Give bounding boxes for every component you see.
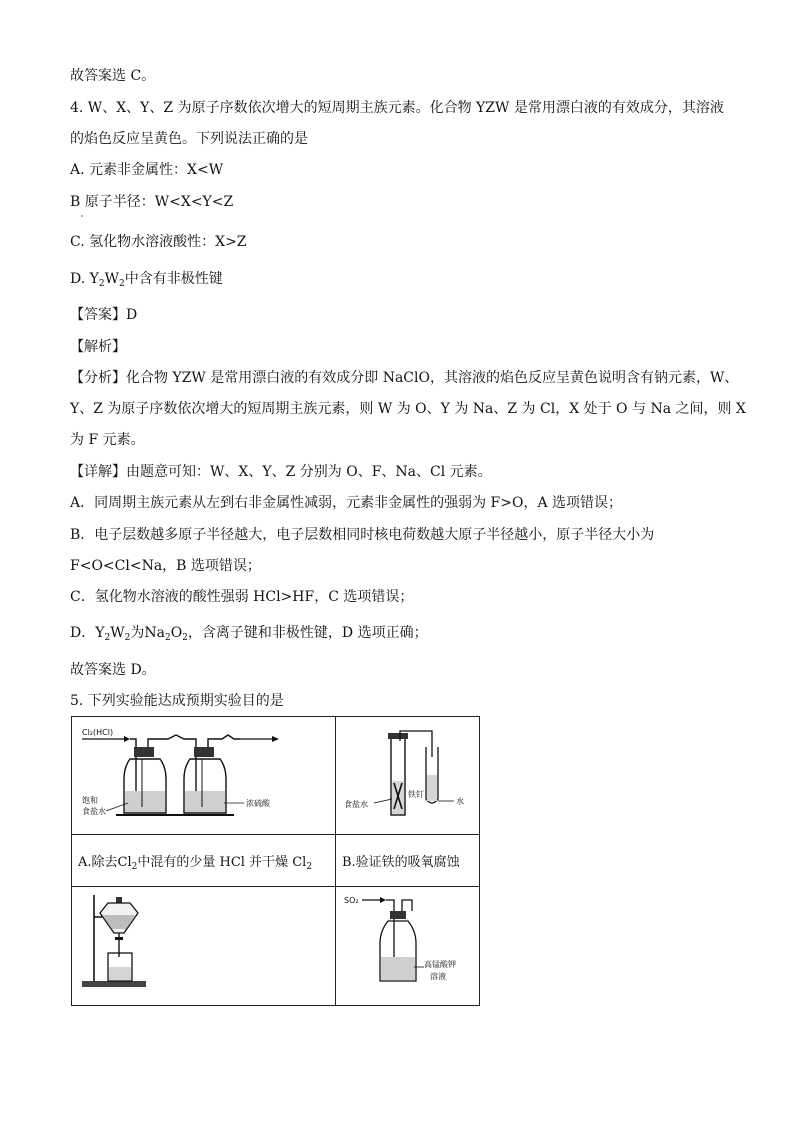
figure-d-label-solution: 溶液 xyxy=(430,972,446,981)
figure-c-separating-funnel xyxy=(72,887,334,1001)
option-d-suffix: 中含有非极性键 xyxy=(124,271,223,287)
figure-a-cell xyxy=(72,717,336,835)
figure-b-label-nail: 铁钉 xyxy=(408,790,424,799)
final-answer: 故答案选 D。 xyxy=(70,662,156,678)
q4-option-c: C. 氢化物水溶液酸性：X>Z xyxy=(70,234,247,250)
figure-d-label-permanganate: 高锰酸钾 xyxy=(424,960,456,969)
figure-d-cell xyxy=(336,887,480,1006)
caption-b: B.验证铁的吸氧腐蚀 xyxy=(336,835,480,887)
formula-y2w2: $Y_2W_2$ xyxy=(89,271,125,289)
detail-b-line-2: F<O<Cl<Na，B 选项错误； xyxy=(70,558,261,574)
fenxi-line-3: 为 F 元素。 xyxy=(70,432,145,448)
figure-b-label-brine: 食盐水 xyxy=(344,800,368,809)
experiment-table xyxy=(71,716,480,1006)
figure-b-cell xyxy=(336,717,480,835)
formula-cl2: $Cl_2$ xyxy=(117,855,138,872)
q4-option-d xyxy=(70,269,223,289)
q4-stem-line-2: 的焰色反应呈黄色。下列说法正确的是 xyxy=(70,131,308,147)
figure-a-gas-washing-bottles xyxy=(72,717,334,830)
detail-c: C．氢化物水溶液的酸性强弱 HCl>HF，C 选项错误； xyxy=(70,589,414,605)
stray-dot xyxy=(81,215,83,217)
formula-na2o2: $Na_2O_2$ xyxy=(144,625,188,643)
analysis-heading: 【解析】 xyxy=(70,339,126,355)
figure-d-so2-bottle xyxy=(336,887,478,1001)
q5-stem: 5. 下列实验能达成预期实验目的是 xyxy=(70,693,284,709)
detail-a: A．同周期主族元素从左到右非金属性减弱，元素非金属性的强弱为 F>O，A 选项错误； xyxy=(70,495,623,511)
option-d-prefix: D. xyxy=(70,271,90,287)
figure-a-label-saturated: 饱和 xyxy=(82,796,98,805)
figure-c-cell xyxy=(72,887,336,1006)
detail-d: D．$Y_2W_2$为$Na_2O_2$，含离子键和非极性键，D 选项正确； xyxy=(70,625,428,643)
figure-a-label-brine: 食盐水 xyxy=(82,807,106,816)
figure-b-iron-corrosion xyxy=(336,717,478,830)
figure-a-gas-label: Cl₂(HCl) xyxy=(82,728,114,737)
figure-b-label-water: 水 xyxy=(456,797,464,806)
formula-cl2-2: $Cl_2$ xyxy=(292,855,313,872)
q4-stem-line-1: 4. W、X、Y、Z 为原子序数依次增大的短周期主族元素。化合物 YZW 是常用漂白液的有效成分，其溶液 xyxy=(70,100,724,116)
q4-option-b: B 原子半径：W<X<Y<Z xyxy=(70,194,234,210)
prev-answer: 故答案选 C。 xyxy=(70,68,156,84)
detail-intro: 【详解】由题意可知：W、X、Y、Z 分别为 O、F、Na、Cl 元素。 xyxy=(70,464,492,480)
fenxi-line-1: 【分析】化合物 YZW 是常用漂白液的有效成分即 NaClO，其溶液的焰色反应呈黄色说明含有钠元素，W、 xyxy=(70,370,739,386)
q4-option-a: A. 元素非金属性：X<W xyxy=(70,162,224,178)
figure-d-gas-label: SO₂ xyxy=(344,896,359,905)
fenxi-line-2: Y、Z 为原子序数依次增大的短周期主族元素，则 W 为 O、Y 为 Na、Z 为 Cl，X 处于 O 与 Na 之间，则 X xyxy=(70,401,746,417)
detail-b-line-1: B．电子层数越多原子半径越大，电子层数相同时核电荷数越大原子半径越小，原子半径大小为 xyxy=(70,527,655,543)
caption-a: A.除去$Cl_2$中混有的少量 HCl 并干燥 $Cl_2$ xyxy=(72,835,336,887)
formula-y2w2-2: $Y_2W_2$ xyxy=(95,625,131,643)
figure-a-label-sulfuric-acid: 浓硫酸 xyxy=(246,799,270,808)
answer-line: 【答案】D xyxy=(70,307,138,323)
